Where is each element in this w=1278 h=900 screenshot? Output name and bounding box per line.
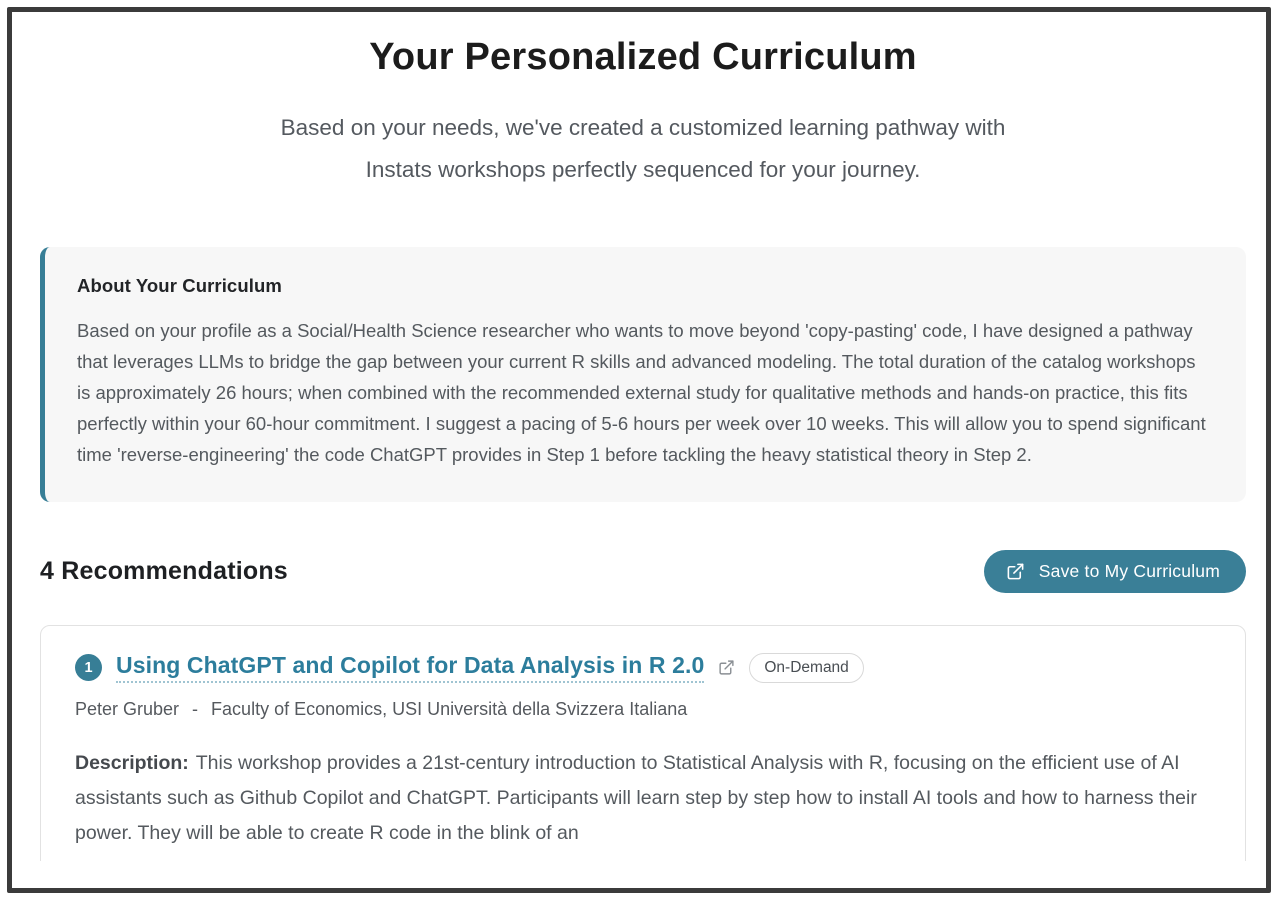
external-link-icon bbox=[718, 659, 735, 676]
on-demand-badge: On-Demand bbox=[749, 653, 863, 683]
content-area bbox=[12, 12, 1266, 861]
page-title: Your Personalized Curriculum bbox=[369, 36, 917, 78]
save-button-label: Save to My Curriculum bbox=[1038, 561, 1220, 581]
external-link-icon bbox=[1006, 562, 1025, 581]
recommendations-header bbox=[40, 550, 1246, 593]
page-subtitle bbox=[40, 107, 1246, 191]
about-body: Based on your profile as a Social/Health Science researcher who wants to move beyond 'copy-pasting' code, I have designed a pathway that leverages LLMs to bridge the gap between your current R skills and advanced modeling. The total duration of the catalog workshops is approximately 26 hours; when combined with the recommended external study for qualitative methods and hands-on practice, this fits perfectly within your 60-hour commitment. I suggest a pacing of 5-6 hours per week over 10 weeks. This will allow you to spend significant time 'reverse-engineering' the code ChatGPT provides in Step 1 before tackling the heavy statistical theory in Step 2. bbox=[77, 320, 1206, 465]
instructor-affiliation: Faculty of Economics, USI Università della Svizzera Italiana bbox=[211, 699, 688, 719]
subtitle-line-2: Instats workshops perfectly sequenced for your journey. bbox=[365, 157, 921, 182]
recommendations-heading: 4 Recommendations bbox=[40, 557, 288, 585]
save-to-curriculum-button[interactable] bbox=[984, 550, 1246, 593]
card-title-row bbox=[75, 652, 1215, 683]
description-text: This workshop provides a 21st-century introduction to Statistical Analysis with R, focusing on the efficient use of AI assistants such as Github Copilot and ChatGPT. Participants will learn step by step how to install AI tools and how to harness their power. They will be able to create R code in the blink of an bbox=[75, 752, 1197, 844]
instructor-separator: - bbox=[192, 699, 199, 719]
workshop-description bbox=[75, 746, 1215, 851]
recommendation-card bbox=[40, 625, 1246, 861]
instructor-name: Peter Gruber bbox=[75, 699, 180, 719]
about-curriculum-box bbox=[40, 247, 1246, 502]
instructor-line bbox=[75, 699, 1215, 720]
description-label: Description: bbox=[75, 752, 189, 774]
subtitle-line-1: Based on your needs, we've created a customized learning pathway with bbox=[280, 115, 1006, 140]
page-frame bbox=[7, 7, 1271, 893]
item-number-badge: 1 bbox=[75, 654, 102, 681]
workshop-title-link[interactable]: Using ChatGPT and Copilot for Data Analysis in R 2.0 bbox=[116, 652, 704, 683]
about-heading: About Your Curriculum bbox=[77, 275, 282, 296]
